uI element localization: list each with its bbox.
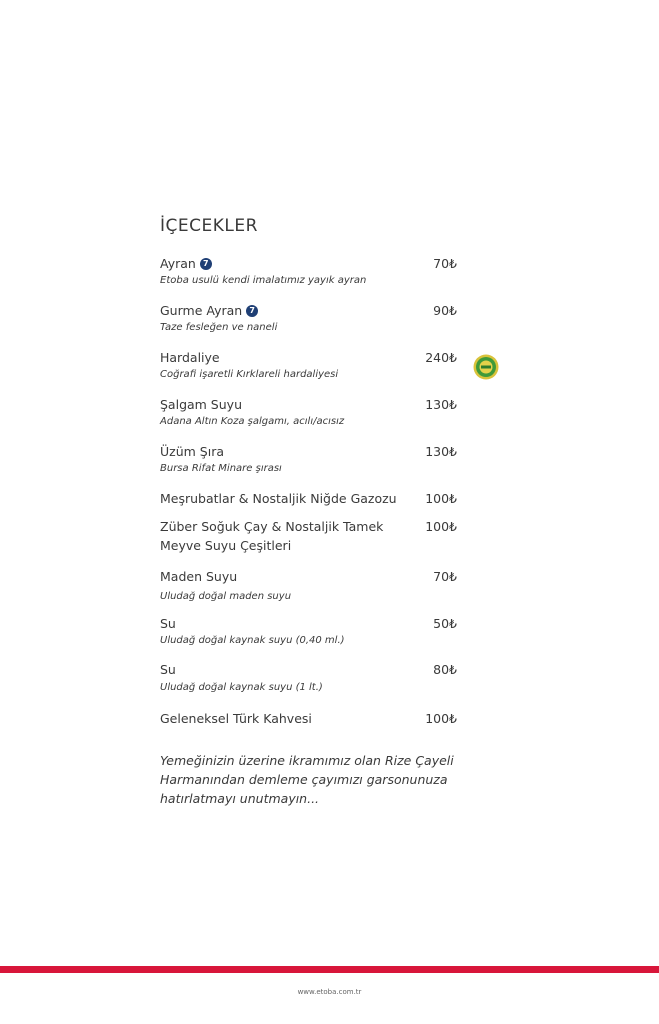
item-name-line2: Meyve Suyu Çeşitleri — [160, 538, 292, 553]
menu-item-su-small — [160, 614, 457, 648]
item-name: Hardaliye — [160, 350, 220, 365]
item-name-wrapper — [160, 301, 258, 320]
menu-item-uzum-sira — [160, 442, 457, 476]
item-name: Geleneksel Türk Kahvesi — [160, 711, 312, 726]
geographical-indication-seal-icon — [473, 354, 499, 380]
menu-item-hardaliye — [160, 348, 457, 382]
item-price: 80₺ — [433, 662, 457, 677]
item-price: 50₺ — [433, 616, 457, 631]
menu-item-salgam-suyu — [160, 395, 457, 429]
item-description: Uludağ doğal kaynak suyu (0,40 ml.) — [160, 635, 345, 646]
menu-item-su-large — [160, 660, 457, 695]
item-price: 240₺ — [425, 350, 457, 365]
item-description: Etoba usulü kendi imalatımız yayık ayran — [160, 275, 367, 286]
item-name: Maden Suyu — [160, 569, 238, 584]
item-price: 70₺ — [433, 256, 457, 271]
item-price: 100₺ — [425, 491, 457, 506]
item-name: Züber Soğuk Çay & Nostaljik Tamek — [160, 519, 384, 534]
footer-accent-bar — [0, 966, 659, 973]
item-description: Coğrafi işaretli Kırklareli hardaliyesi — [160, 369, 339, 380]
menu-item-turk-kahvesi — [160, 709, 457, 728]
menu-item-gurme-ayran — [160, 301, 457, 335]
item-price: 70₺ — [433, 569, 457, 584]
item-description: Uludağ doğal maden suyu — [160, 591, 292, 602]
item-price: 100₺ — [425, 519, 457, 534]
item-name: Su — [160, 616, 176, 631]
item-name: Şalgam Suyu — [160, 397, 242, 412]
item-name: Gurme Ayran — [160, 303, 243, 318]
menu-item-zuber-soguk-cay — [160, 517, 457, 555]
item-name: Su — [160, 662, 176, 677]
item-description: Bursa Rifat Minare şırası — [160, 463, 282, 474]
item-description: Adana Altın Koza şalgamı, acılı/acısız — [160, 416, 345, 427]
item-price: 130₺ — [425, 444, 457, 459]
menu-item-mesrubatlar — [160, 489, 457, 508]
item-price: 90₺ — [433, 303, 457, 318]
allergen-badge-icon: 7 — [200, 258, 212, 270]
tea-reminder-line: hatırlatmayı unutmayın... — [160, 791, 320, 806]
tea-reminder-line: Yemeğinizin üzerine ikramımız olan Rize Çayeli — [160, 753, 454, 768]
allergen-badge-icon: 7 — [246, 305, 258, 317]
item-name: Meşrubatlar & Nostaljik Niğde Gazozu — [160, 491, 397, 506]
item-description: Uludağ doğal kaynak suyu (1 lt.) — [160, 682, 323, 693]
item-price: 100₺ — [425, 711, 457, 726]
tea-reminder-note — [160, 751, 470, 808]
website-link[interactable]: www.etoba.com.tr — [297, 988, 362, 996]
item-description: Taze fesleğen ve naneli — [160, 322, 278, 333]
item-price: 130₺ — [425, 397, 457, 412]
item-name: Ayran — [160, 256, 196, 271]
item-name-wrapper — [160, 254, 212, 273]
item-name: Üzüm Şıra — [160, 444, 224, 459]
menu-item-maden-suyu — [160, 567, 457, 604]
menu-item-ayran — [160, 254, 457, 288]
tea-reminder-line: Harmanından demleme çayımızı garsonunuza — [160, 772, 448, 787]
page-title: İÇECEKLER — [160, 216, 258, 236]
